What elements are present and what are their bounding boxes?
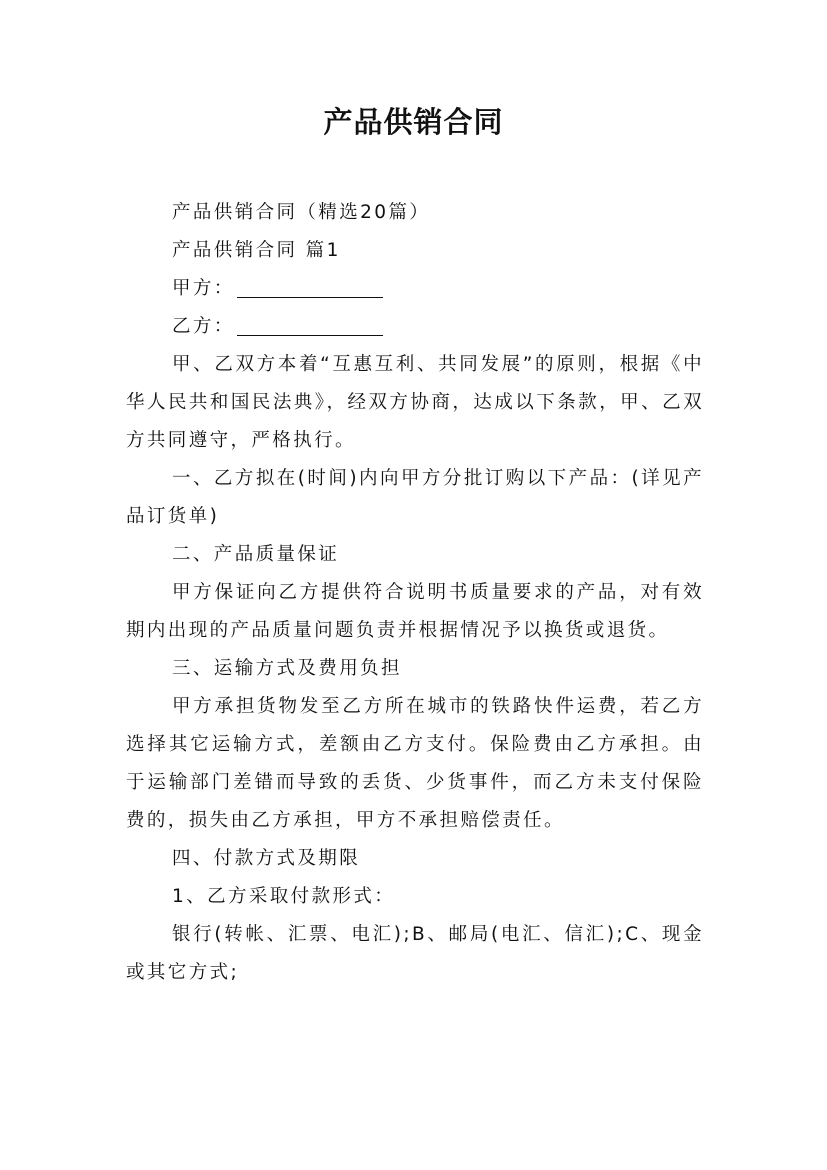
paragraph-clause-3: 甲方承担货物发至乙方所在城市的铁路快件运费，若乙方选择其它运输方式，差额由乙方支付。保险费由乙方承担。由于运输部门差错而导致的丢货、少货事件，而乙方未支付保险费的，损失由乙方承担，甲方不承担赔偿责任。 [126, 696, 704, 831]
paragraph-clause-1: 一、乙方拟在(时间)内向甲方分批订购以下产品：(详见产品订货单) [126, 468, 704, 527]
heading-clause-4: 四、付款方式及期限 [172, 848, 361, 869]
party-b-line [126, 308, 704, 346]
paragraph-clause-4-1: 1、乙方采取付款形式： [172, 886, 396, 907]
paragraph-subtitle: 产品供销合同（精选20篇） [172, 202, 431, 223]
paragraph-section-heading: 产品供销合同 篇1 [172, 240, 341, 261]
paragraph-clause-2: 甲方保证向乙方提供符合说明书质量要求的产品，对有效期内出现的产品质量问题负责并根据情况予以换货或退货。 [126, 582, 704, 641]
document-title: 产品供销合同 [323, 105, 504, 139]
document-body [126, 194, 704, 992]
party-b-blank [237, 313, 383, 336]
heading-clause-3: 三、运输方式及费用负担 [172, 658, 402, 679]
party-a-blank [237, 275, 383, 298]
party-a-line [126, 270, 704, 308]
heading-clause-2: 二、产品质量保证 [172, 544, 340, 565]
party-b-label: 乙方： [172, 316, 235, 337]
party-a-label: 甲方： [172, 278, 235, 299]
paragraph-preamble: 甲、乙双方本着“互惠互利、共同发展”的原则，根据《中华人民共和国民法典》，经双方协商，达成以下条款，甲、乙双方共同遵守，严格执行。 [126, 354, 704, 451]
paragraph-payment-methods: 银行(转帐、汇票、电汇);B、邮局(电汇、信汇);C、现金或其它方式; [126, 924, 704, 983]
